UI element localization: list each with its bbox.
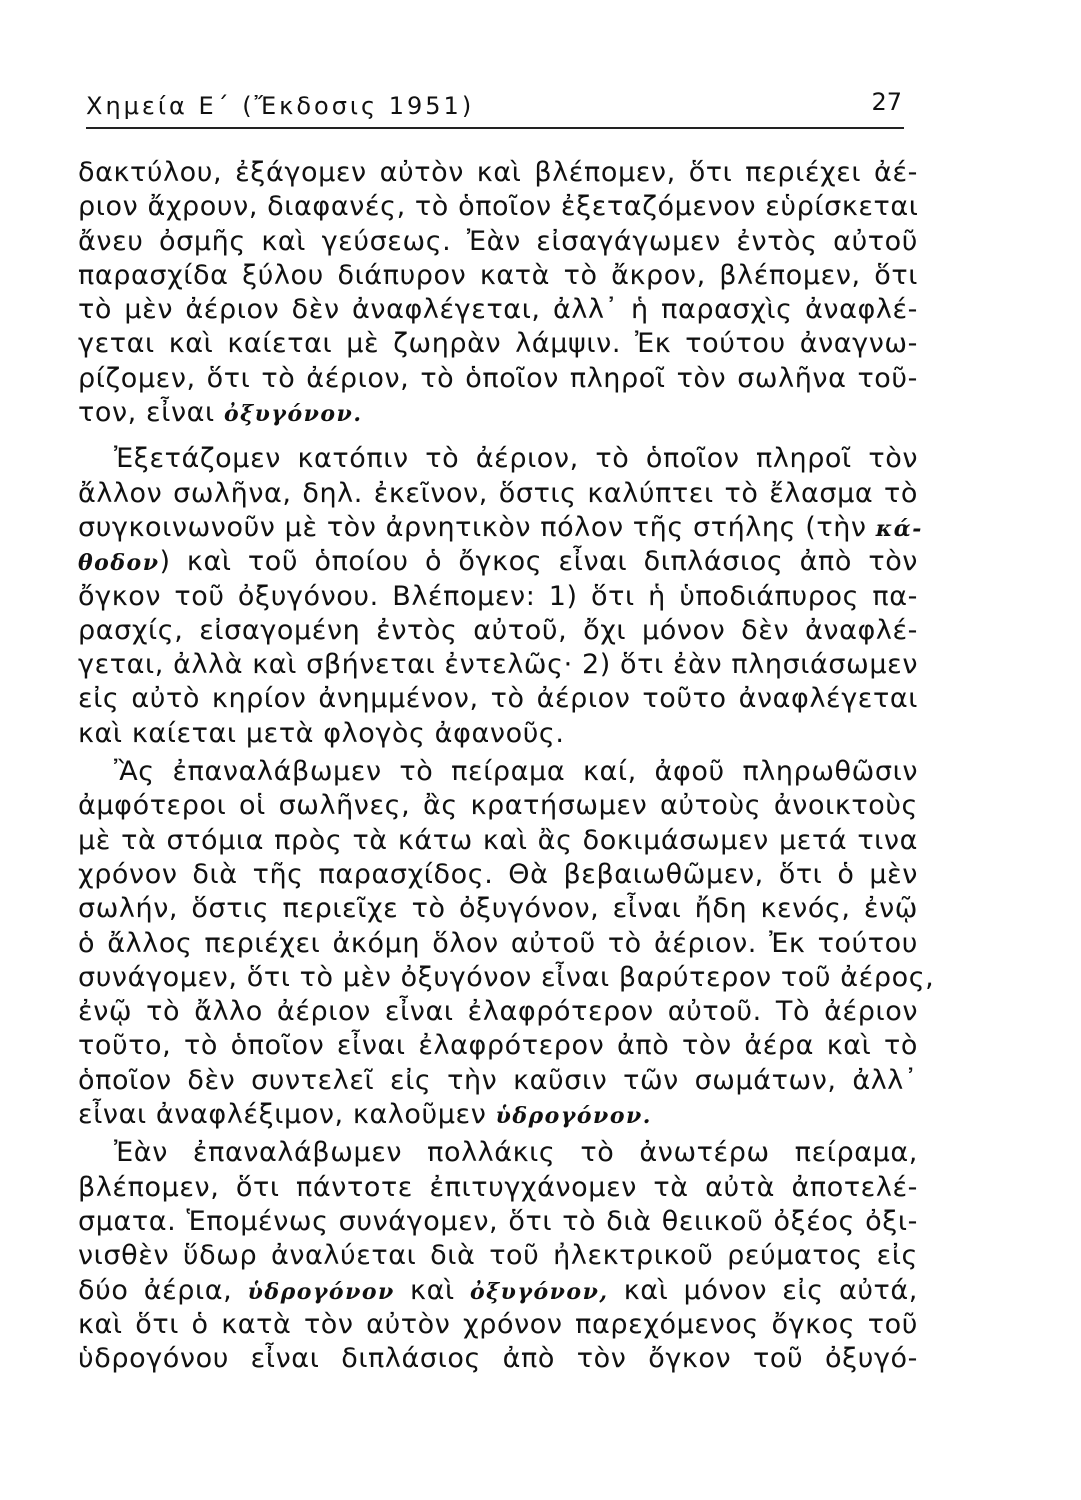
text-line: γεται, ἀλλὰ καὶ σβήνεται ἐντελῶς· 2) ὅτι ἐὰν πλησιάσωμεν xyxy=(78,649,918,681)
text-line: ὁποῖον δὲν συντελεῖ εἰς τὴν καῦσιν τῶν σωμάτων, ἀλλ᾽ xyxy=(78,1064,918,1096)
text-run: εἶναι ἀναφλέξιμον, καλοῦμεν xyxy=(78,1099,496,1131)
text-line: ἐνῷ τὸ ἄλλο ἀέριον εἶναι ἐλαφρότερον αὐτοῦ. Τὸ ἀέριον xyxy=(78,996,918,1028)
text-run: ) καὶ τοῦ ὁποίου ὁ ὄγκος εἶναι διπλάσιος ἀπὸ τὸν xyxy=(159,546,918,578)
text-line: ἄλλον σωλῆνα, δηλ. ἐκεῖνον, ὅστις καλύπτει τὸ ἔλασμα τὸ xyxy=(78,477,918,509)
text-line: ἀμφότεροι οἱ σωλῆνες, ἂς κρατήσωμεν αὐτοὺς ἀνοικτοὺς xyxy=(78,790,918,822)
text-line: ἄνευ ὀσμῆς καὶ γεύσεως. Ἐὰν εἰσαγάγωμεν ἐντὸς αὐτοῦ xyxy=(78,225,918,257)
text-line xyxy=(78,1274,918,1308)
text-line: ὄγκον τοῦ ὀξυγόνου. Βλέπομεν: 1) ὅτι ἡ ὑποδιάπυρος πα- xyxy=(78,580,918,612)
emphasized-term: ὑδρογόνον xyxy=(247,1278,395,1305)
text-line xyxy=(78,396,918,430)
paragraph-2 xyxy=(78,442,923,751)
emphasized-term: ὑδρογόνον. xyxy=(495,1103,652,1130)
text-line xyxy=(78,511,923,545)
emphasized-term: ὀξυγόνον. xyxy=(223,401,363,428)
paragraph-4 xyxy=(78,1136,918,1376)
running-head xyxy=(86,88,906,128)
text-line: γεται καὶ καίεται μὲ ζωηρὰν λάμψιν. Ἐκ τούτου ἀναγνω- xyxy=(78,328,918,360)
text-line: νισθὲν ὕδωρ ἀναλύεται διὰ τοῦ ἠλεκτρικοῦ ρεύματος εἰς xyxy=(78,1240,918,1272)
text-line: τὸ μὲν ἀέριον δὲν ἀναφλέγεται, ἀλλ᾽ ἡ παρασχὶς ἀναφλέ- xyxy=(78,294,918,326)
text-line: δακτύλου, ἐξάγομεν αὐτὸν καὶ βλέπομεν, ὅτι περιέχει ἀέ- xyxy=(78,157,918,188)
text-line: μὲ τὰ στόμια πρὸς τὰ κάτω καὶ ἂς δοκιμάσωμεν μετά τινα xyxy=(78,824,918,856)
paragraph-1 xyxy=(78,156,918,430)
text-line: καὶ καίεται μετὰ φλογὸς ἀφανοῦς. xyxy=(78,717,565,749)
text-line: τοῦτο, τὸ ὁποῖον εἶναι ἐλαφρότερον ἀπὸ τὸν ἀέρα καὶ τὸ xyxy=(78,1030,918,1062)
text-run: καὶ μόνον εἰς αὐτά, xyxy=(608,1274,918,1306)
text-line: Ἂς ἐπαναλάβωμεν τὸ πείραμα καί, ἀφοῦ πληρωθῶσιν xyxy=(114,756,918,788)
header-rule xyxy=(86,127,904,129)
text-line: ὑδρογόνου εἶναι διπλάσιος ἀπὸ τὸν ὄγκον τοῦ ὀξυγό- xyxy=(78,1343,918,1375)
text-line: Ἐὰν ἐπαναλάβωμεν πολλάκις τὸ ἀνωτέρω πείραμα, xyxy=(114,1137,918,1169)
text-line xyxy=(78,545,918,579)
text-run: συγκοινωνοῦν μὲ τὸν ἀρνητικὸν πόλον τῆς στήλης (τὴν xyxy=(78,511,876,543)
text-line: συνάγομεν, ὅτι τὸ μὲν ὀξυγόνον εἶναι βαρύτερον τοῦ ἀέρος, xyxy=(78,961,935,993)
text-line: εἰς αὐτὸ κηρίον ἀνημμένον, τὸ ἀέριον τοῦτο ἀναφλέγεται xyxy=(78,683,918,715)
text-line: καὶ ὅτι ὁ κατὰ τὸν αὐτὸν χρόνον παρεχόμενος ὄγκος τοῦ xyxy=(78,1308,918,1340)
text-line: ὁ ἄλλος περιέχει ἀκόμη ὅλον αὐτοῦ τὸ ἀέριον. Ἐκ τούτου xyxy=(78,927,918,959)
text-line: χρόνον διὰ τῆς παρασχίδος. Θὰ βεβαιωθῶμεν, ὅτι ὁ μὲν xyxy=(78,858,918,890)
emphasized-term: θοδον xyxy=(78,550,160,577)
text-line xyxy=(78,1098,918,1132)
text-line: σματα. Ἑπομένως συνάγομεν, ὅτι τὸ διὰ θειικοῦ ὀξέος ὀξι- xyxy=(78,1205,918,1237)
text-run: δύο ἀέρια, xyxy=(78,1274,248,1306)
text-line: παρασχίδα ξύλου διάπυρον κατὰ τὸ ἄκρον, βλέπομεν, ὅτι xyxy=(78,259,918,291)
text-line: σωλήν, ὅστις περιεῖχε τὸ ὀξυγόνον, εἶναι ἤδη κενός, ἐνῷ xyxy=(78,893,918,925)
body-text xyxy=(78,156,935,1376)
emphasized-term: ὀξυγόνον, xyxy=(469,1278,609,1305)
page-number: 27 xyxy=(871,88,902,116)
emphasized-term: κά- xyxy=(875,515,923,542)
paragraph-3 xyxy=(78,755,935,1132)
text-run: καὶ xyxy=(394,1274,470,1306)
text-line: ρίζομεν, ὅτι τὸ ἀέριον, τὸ ὁποῖον πληροῖ τὸν σωλῆνα τοῦ- xyxy=(78,362,918,394)
text-line: ρασχίς, εἰσαγομένη ἐντὸς αὐτοῦ, ὄχι μόνον δὲν ἀναφλέ- xyxy=(78,614,918,646)
text-line: βλέπομεν, ὅτι πάντοτε ἐπιτυγχάνομεν τὰ αὐτὰ ἀποτελέ- xyxy=(78,1171,918,1203)
running-title: Χημεία Ε΄ (Ἔκδοσις 1951) xyxy=(86,92,475,120)
text-line: ριον ἄχρουν, διαφανές, τὸ ὁποῖον ἐξεταζόμενον εὑρίσκεται xyxy=(78,191,919,223)
text-line: Ἐξετάζομεν κατόπιν τὸ ἀέριον, τὸ ὁποῖον πληροῖ τὸν xyxy=(114,443,918,475)
text-run: τον, εἶναι xyxy=(78,397,224,429)
